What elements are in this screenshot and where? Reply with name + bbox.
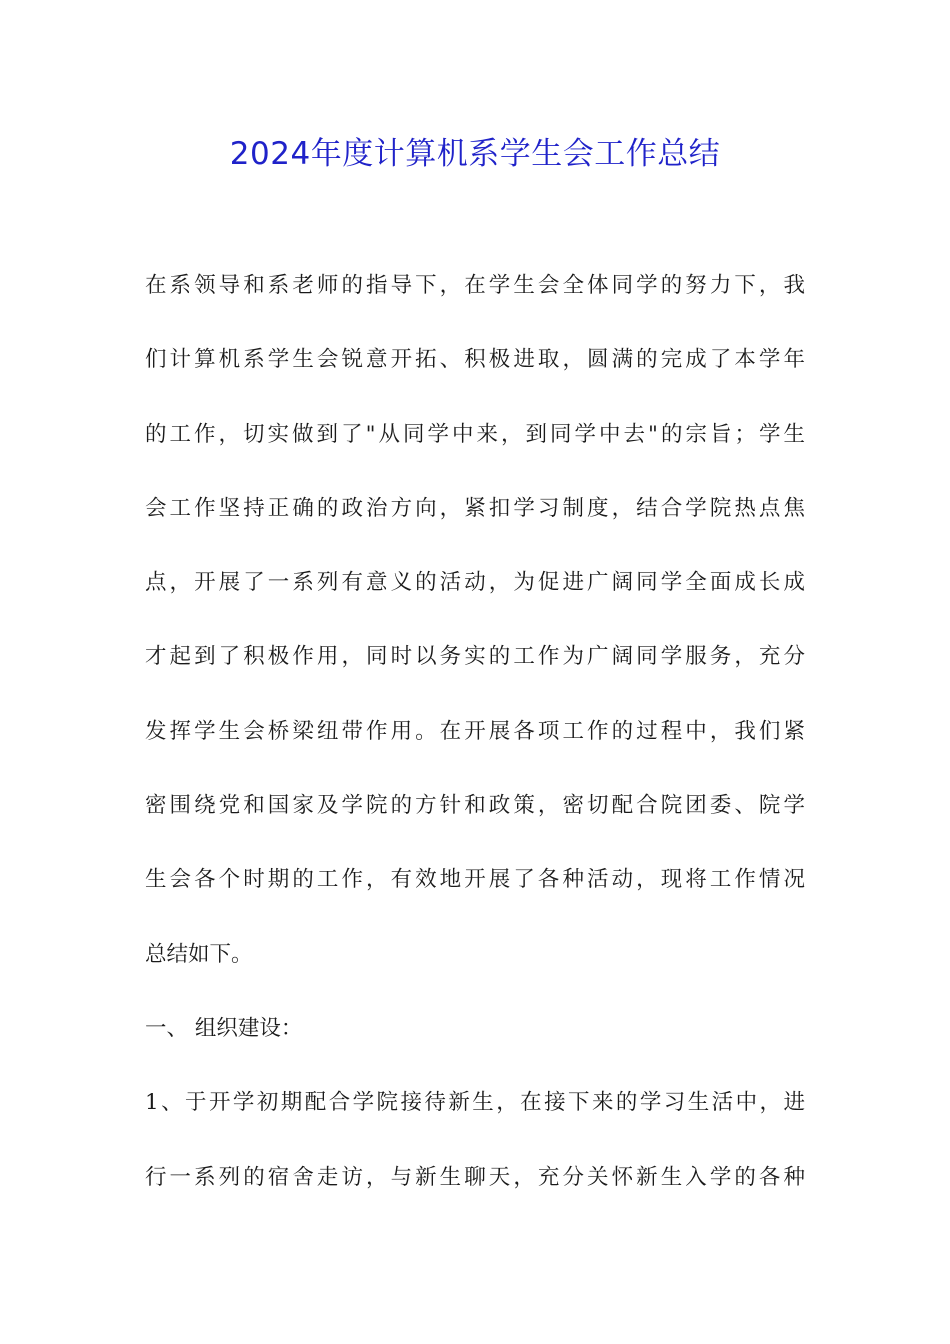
paragraph-line: 在系领导和系老师的指导下，在学生会全体同学的努力下，我 [145, 273, 805, 298]
paragraph-line: 密围绕党和国家及学院的方针和政策，密切配合院团委、院学 [145, 793, 805, 819]
paragraph-line: 会工作坚持正确的政治方向，紧扣学习制度，结合学院热点焦 [145, 495, 805, 521]
paragraph-line: 的工作，切实做到了"从同学中来，到同学中去"的宗旨；学生 [145, 421, 805, 447]
paragraph-line: 点，开展了一系列有意义的活动，为促进广阔同学全面成长成 [145, 570, 805, 596]
section-heading: 一、 组织建设： [145, 1015, 303, 1041]
paragraph-line: 1、于开学初期配合学院接待新生，在接下来的学习生活中，进 [145, 1090, 805, 1116]
paragraph-line: 们计算机系学生会锐意开拓、积极进取，圆满的完成了本学年 [145, 347, 805, 373]
paragraph-line: 才起到了积极作用，同时以务实的工作为广阔同学服务，充分 [145, 644, 805, 670]
document-body [145, 262, 805, 1228]
document-title: 2024年度计算机系学生会工作总结 [229, 136, 721, 172]
paragraph-line: 发挥学生会桥梁纽带作用。在开展各项工作的过程中，我们紧 [145, 718, 805, 744]
paragraph-line: 总结如下。 [145, 941, 253, 967]
paragraph-line: 行一系列的宿舍走访，与新生聊天，充分关怀新生入学的各种 [145, 1164, 805, 1190]
paragraph-line: 生会各个时期的工作，有效地开展了各种活动，现将工作情况 [145, 867, 805, 893]
